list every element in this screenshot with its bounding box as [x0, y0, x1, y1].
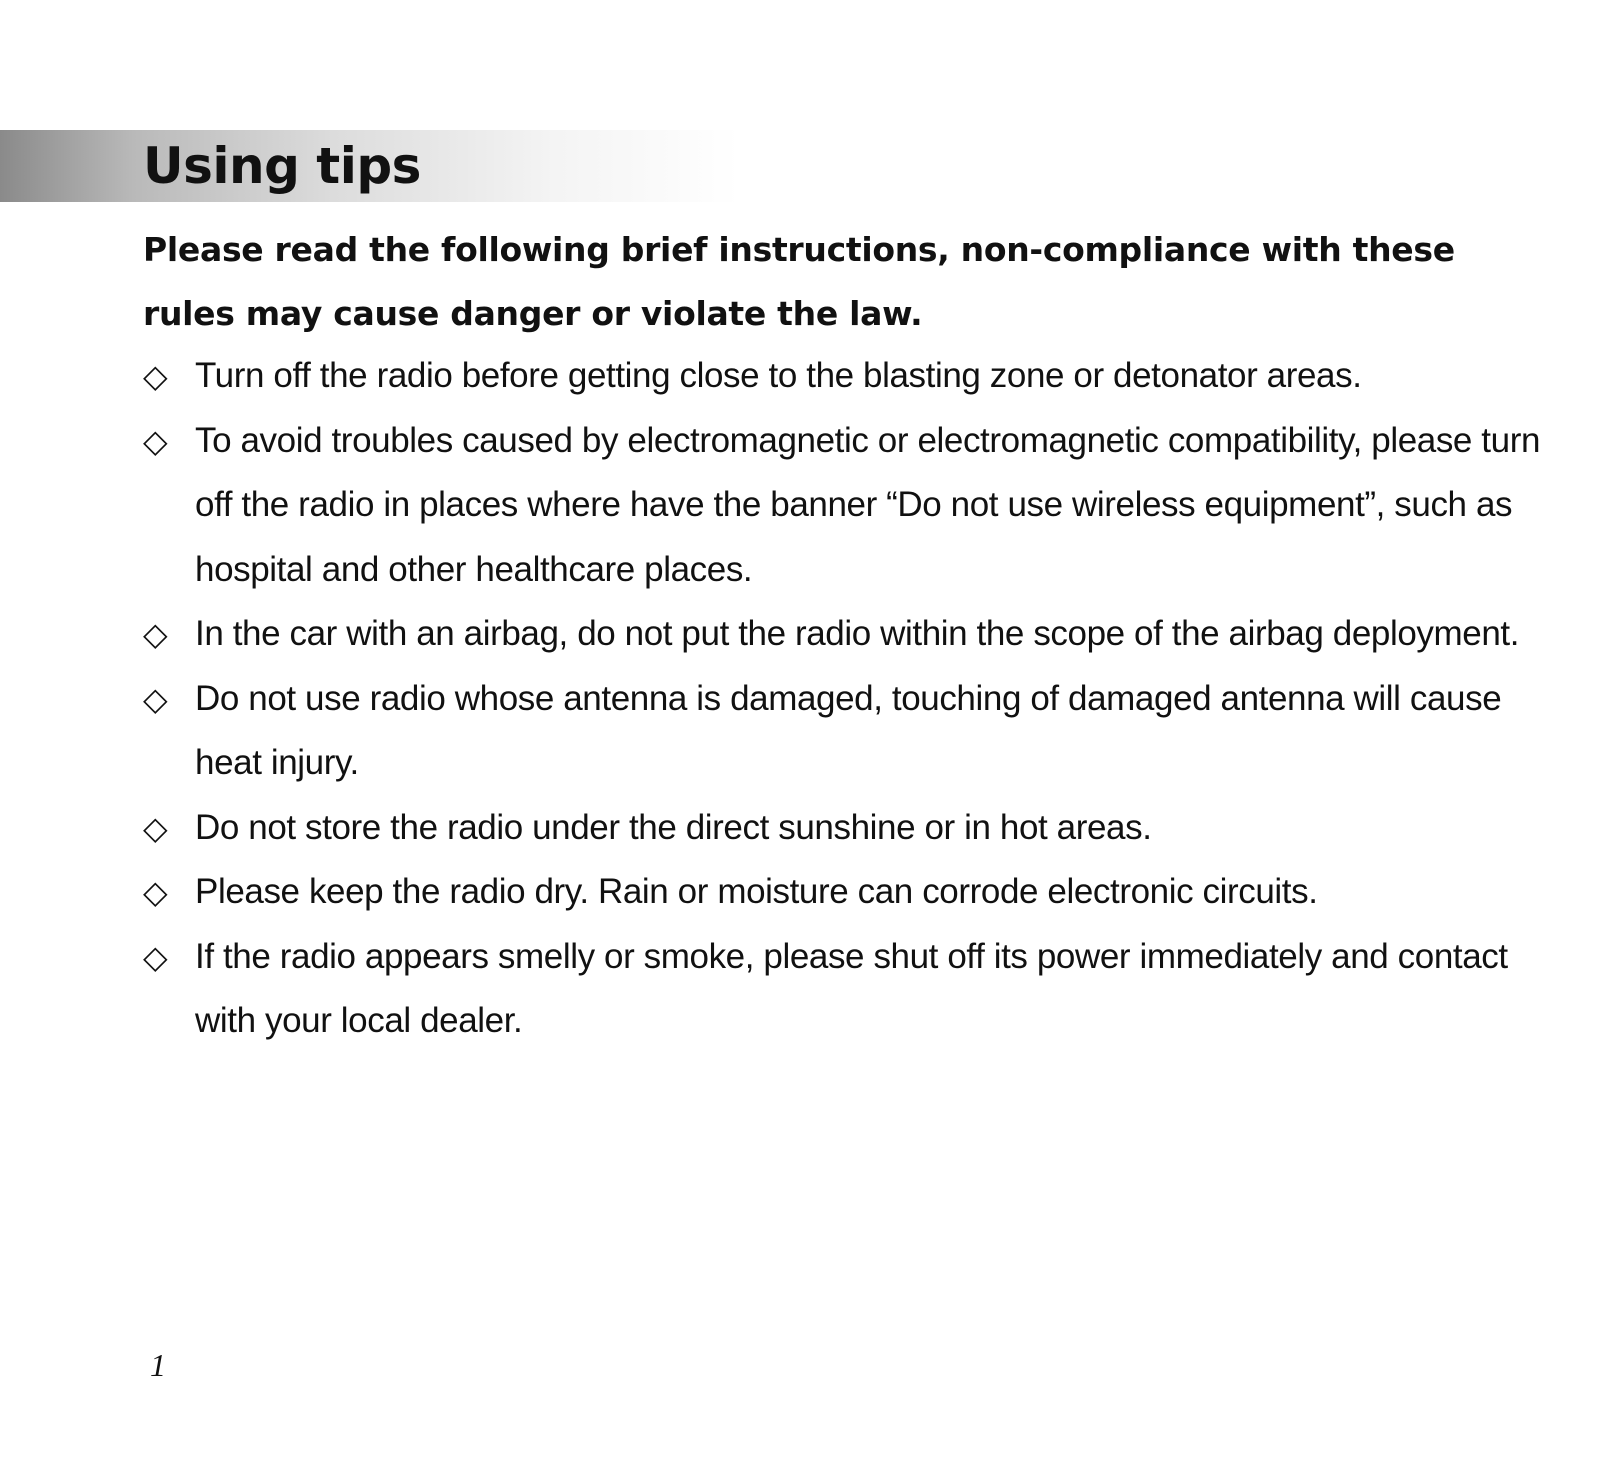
- list-item: [143, 796, 1543, 861]
- tip-text: Please keep the radio dry. Rain or moisture can corrode electronic circuits.: [195, 872, 1318, 911]
- tip-text: To avoid troubles caused by electromagnetic or electromagnetic compatibility, please turn off the radio in places where have the banner “Do not use wireless equipment”, such as hospital and other healthcare places.: [195, 420, 1541, 589]
- page-title: Using tips: [143, 137, 421, 195]
- list-item: [143, 409, 1543, 603]
- tip-text: In the car with an airbag, do not put the radio within the scope of the airbag deployment.: [195, 614, 1520, 653]
- diamond-bullet-icon: ◇: [143, 616, 168, 652]
- intro-paragraph: Please read the following brief instructions, non-compliance with these rules may cause danger or violate the law.: [143, 230, 1455, 333]
- list-item: [143, 667, 1543, 796]
- list-item: [143, 925, 1543, 1054]
- diamond-bullet-icon: ◇: [143, 809, 168, 846]
- diamond-bullet-icon: ◇: [143, 874, 168, 910]
- tip-text: Do not store the radio under the direct sunshine or in hot areas.: [195, 807, 1152, 847]
- diamond-bullet-icon: ◇: [143, 938, 168, 975]
- tips-list: [143, 344, 1543, 1054]
- diamond-bullet-icon: ◇: [143, 358, 168, 394]
- diamond-bullet-icon: ◇: [143, 680, 168, 717]
- tip-text: Do not use radio whose antenna is damaged, touching of damaged antenna will cause heat injury.: [195, 678, 1502, 782]
- tip-text: Turn off the radio before getting close to the blasting zone or detonator areas.: [195, 356, 1362, 395]
- diamond-bullet-icon: ◇: [143, 422, 168, 459]
- list-item: [143, 344, 1543, 409]
- list-item: [143, 602, 1543, 667]
- tip-text: If the radio appears smelly or smoke, please shut off its power immediately and contact with your local dealer.: [195, 936, 1508, 1040]
- list-item: [143, 860, 1543, 925]
- page-number: 1: [150, 1347, 166, 1383]
